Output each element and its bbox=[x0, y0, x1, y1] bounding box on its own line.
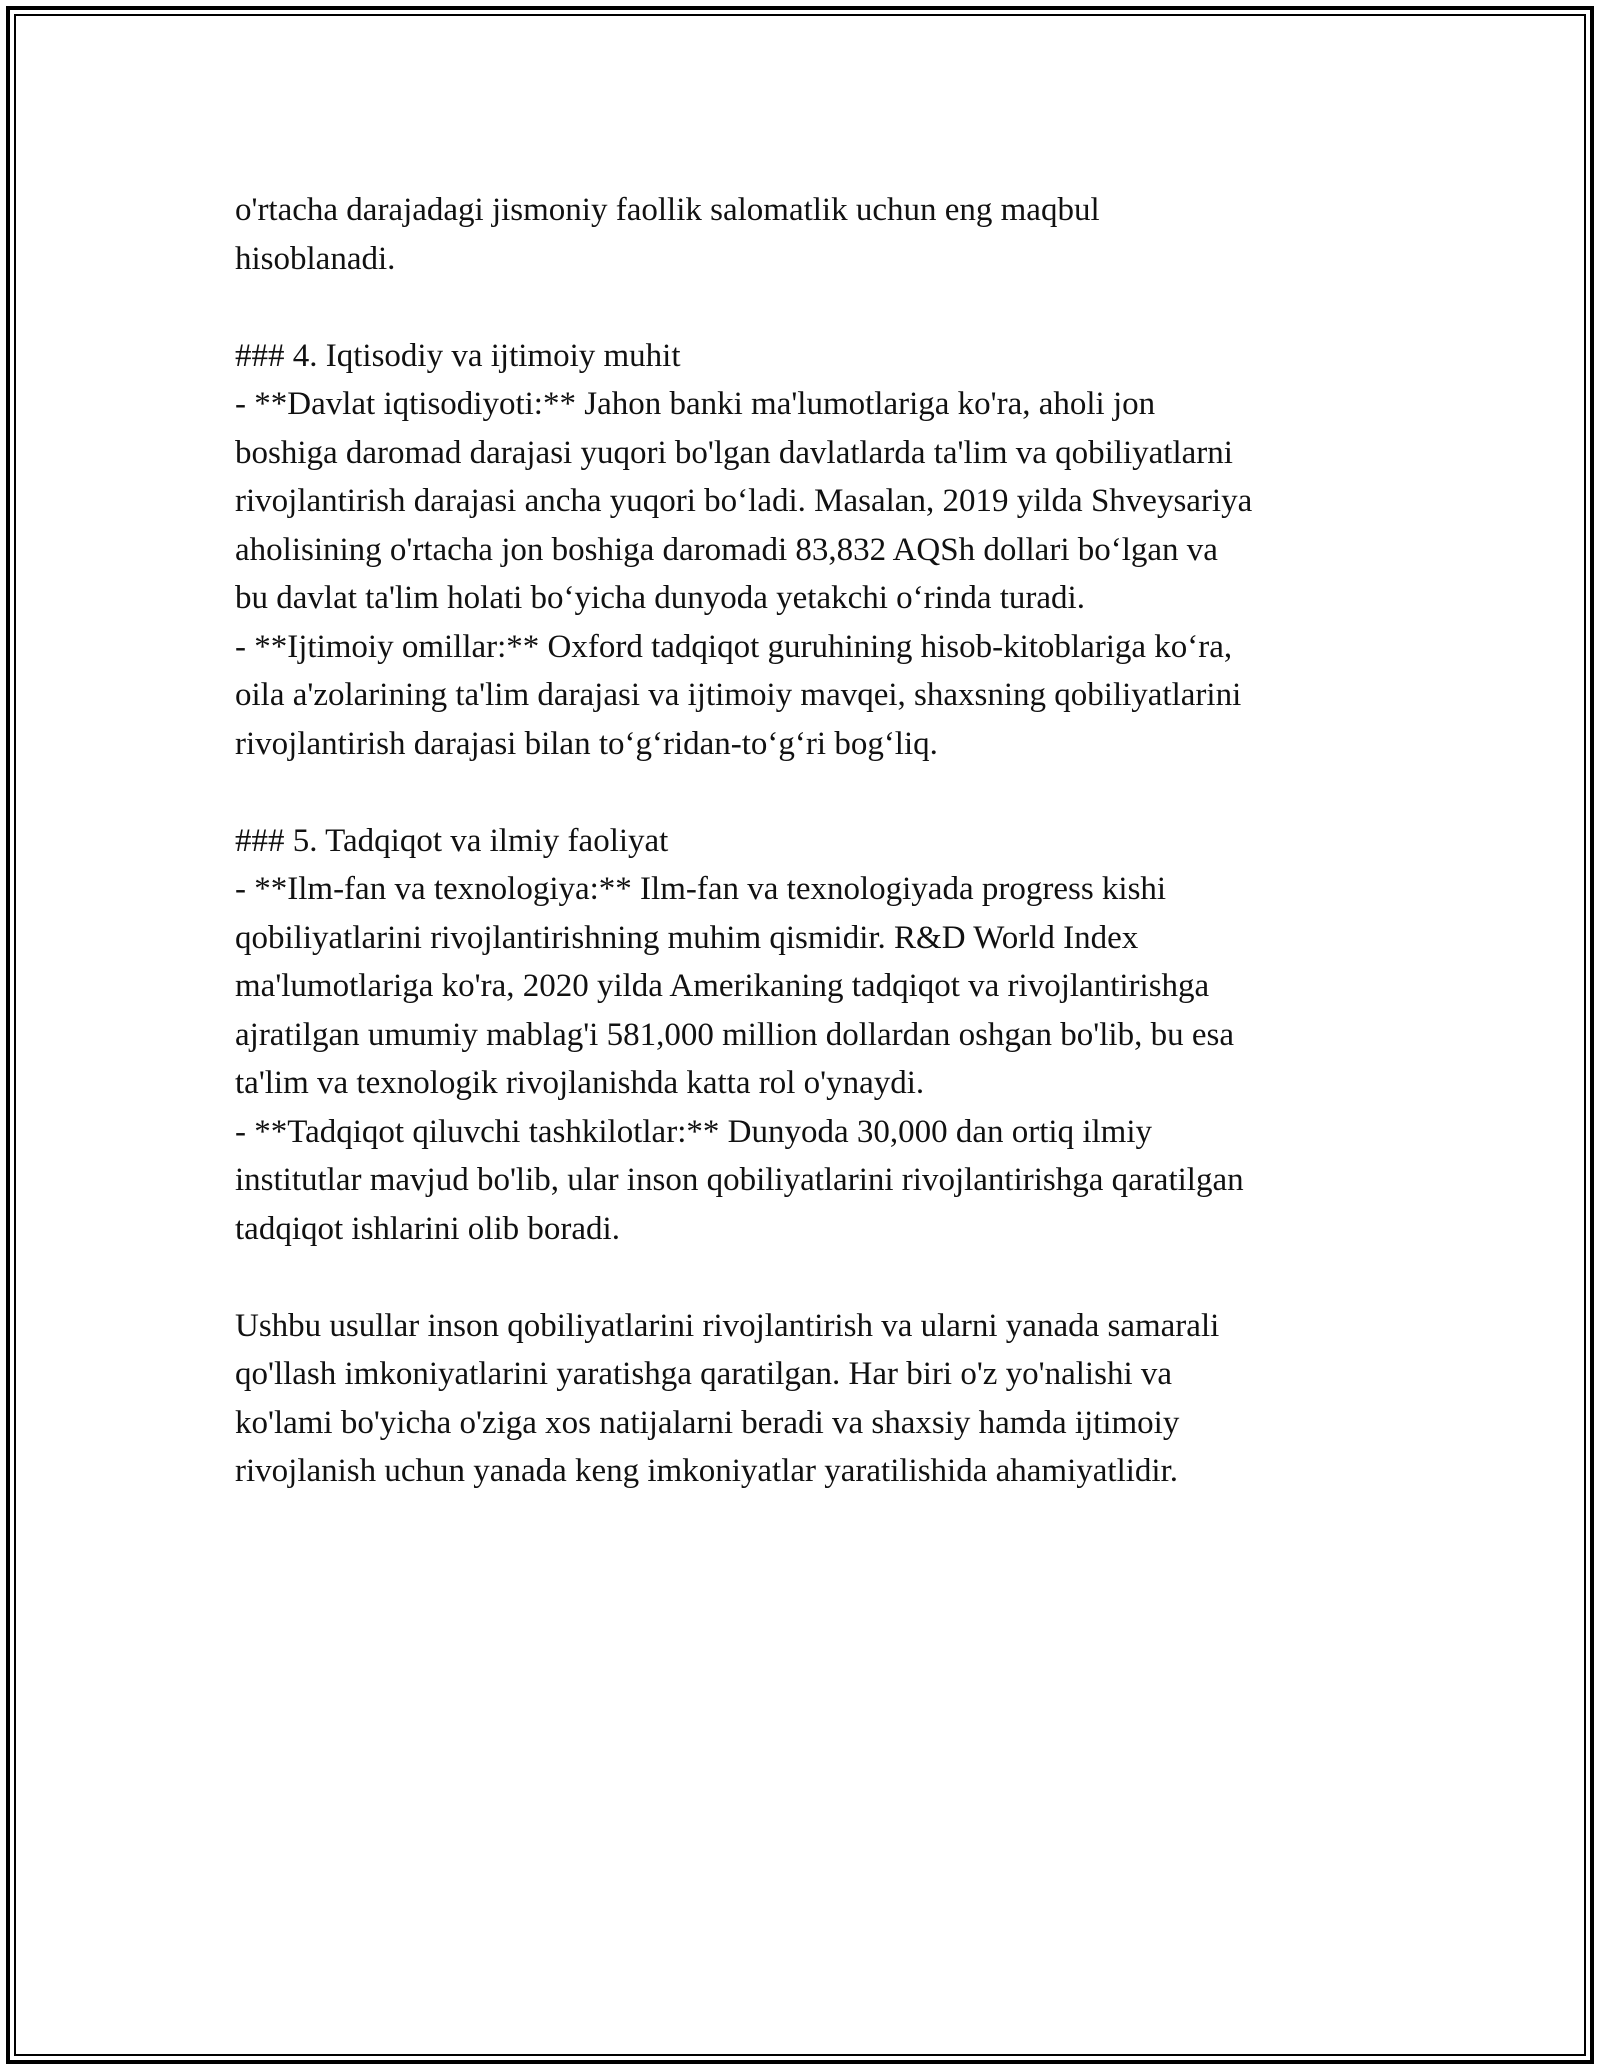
text-line: rivojlantirish darajasi bilan to‘g‘ridan-to‘g‘ri bog‘liq. bbox=[235, 725, 938, 762]
text-line: oila a'zolarining ta'lim darajasi va ijtimoiy mavqei, shaxsning qobiliyatlarini bbox=[235, 677, 1242, 713]
bullet-line: - **Tadqiqot qiluvchi tashkilotlar:** Dunyoda 30,000 dan ortiq ilmiy bbox=[235, 1113, 1152, 1150]
text-line: qobiliyatlarini rivojlantirishning muhim qismidir. R&D World Index bbox=[235, 919, 1139, 956]
text-line: qo'llash imkoniyatlarini yaratishga qaratilgan. Har biri o'z yo'nalishi va bbox=[235, 1356, 1173, 1392]
bullet-line: - **Ijtimoiy omillar:** Oxford tadqiqot guruhining hisob-kitoblariga ko‘ra, bbox=[235, 628, 1233, 665]
text-line: ma'lumotlariga ko'ra, 2020 yilda Amerikaning tadqiqot va rivojlantirishga bbox=[235, 968, 1210, 1004]
paragraph-gap bbox=[235, 283, 1395, 332]
text-line: bu davlat ta'lim holati bo‘yicha dunyoda yetakchi o‘rinda turadi. bbox=[235, 580, 1085, 616]
section-heading: ### 5. Tadqiqot va ilmiy faoliyat bbox=[235, 822, 669, 859]
text-line: ajratilgan umumiy mablag'i 581,000 million dollardan oshgan bo'lib, bu esa bbox=[235, 1016, 1234, 1053]
bullet-line: - **Davlat iqtisodiyoti:** Jahon banki ma'lumotlariga ko'ra, aholi jon bbox=[235, 386, 1156, 422]
text-line: o'rtacha darajadagi jismoniy faollik salomatlik uchun eng maqbul bbox=[235, 192, 1100, 228]
text-line: hisoblanadi. bbox=[235, 240, 396, 277]
text-line: ko'lami bo'yicha o'ziga xos natijalarni beradi va shaxsiy hamda ijtimoiy bbox=[235, 1404, 1180, 1441]
section-heading: ### 4. Iqtisodiy va ijtimoiy muhit bbox=[235, 337, 681, 374]
text-line: rivojlantirish darajasi ancha yuqori bo‘ladi. Masalan, 2019 yilda Shveysariya bbox=[235, 483, 1253, 519]
text-line: ta'lim va texnologik rivojlanishda katta rol o'ynaydi. bbox=[235, 1065, 925, 1101]
text-line: boshiga daromad darajasi yuqori bo'lgan davlatlarda ta'lim va qobiliyatlarni bbox=[235, 434, 1233, 471]
text-line: Ushbu usullar inson qobiliyatlarini rivojlantirish va ularni yanada samarali bbox=[235, 1307, 1220, 1344]
paragraph-gap bbox=[235, 768, 1395, 817]
text-line: institutlar mavjud bo'lib, ular inson qobiliyatlarini rivojlantirishga qaratilgan bbox=[235, 1162, 1244, 1198]
text-line: aholisining o'rtacha jon boshiga daromadi 83,832 AQSh dollari bo‘lgan va bbox=[235, 531, 1218, 568]
text-line: tadqiqot ishlarini olib boradi. bbox=[235, 1210, 620, 1247]
bullet-line: - **Ilm-fan va texnologiya:** Ilm-fan va texnologiyada progress kishi bbox=[235, 871, 1167, 907]
paragraph-gap bbox=[235, 1253, 1395, 1302]
document-body bbox=[235, 186, 1395, 1496]
text-line: rivojlanish uchun yanada keng imkoniyatlar yaratilishida ahamiyatlidir. bbox=[235, 1453, 1178, 1489]
